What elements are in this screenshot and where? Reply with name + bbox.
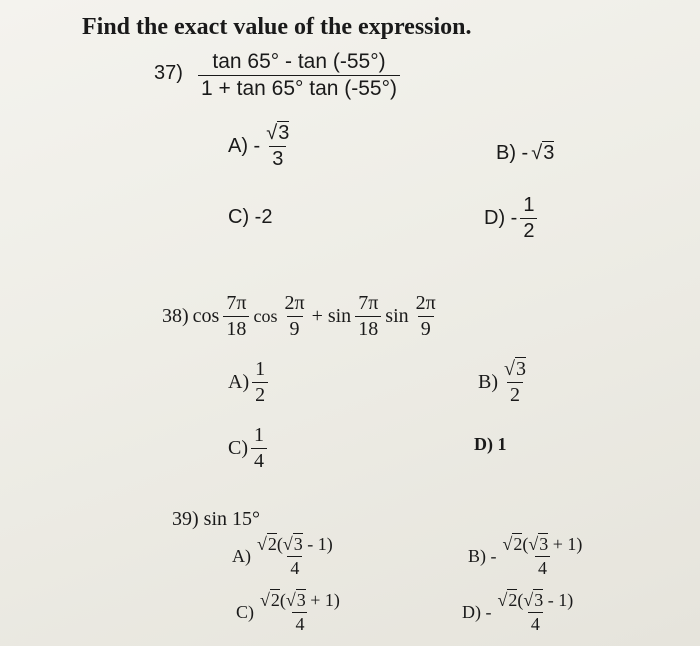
q38-option-a-label: A) — [228, 371, 250, 393]
q37-option-b-label: B) - — [496, 142, 529, 164]
q37-option-b[interactable] — [496, 142, 554, 165]
q39-option-c-label: C) — [236, 602, 254, 622]
q38-option-c-den: 4 — [251, 448, 267, 473]
q37-option-c[interactable]: C) -2 — [228, 206, 273, 228]
q37-option-a-label: A) - — [228, 135, 261, 157]
q38-frac4-den: 9 — [418, 316, 434, 341]
q38-frac2-num: 2π — [284, 292, 305, 314]
q39-option-d-label: D) - — [462, 602, 492, 622]
q38-option-b-label: B) — [478, 371, 498, 393]
q39-option-a[interactable]: A) $\frac{√2(√3 - 1)}{4}$ — [232, 534, 333, 578]
q38-option-c-num: 1 — [254, 424, 264, 446]
q38-frac3-den: 18 — [355, 316, 381, 341]
q39-option-b-label: B) - — [468, 546, 497, 566]
q38-frac4-num: 2π — [415, 292, 436, 314]
q39-option-a-den: 4 — [287, 556, 302, 579]
sqrt-symbol: √2 — [502, 534, 523, 554]
q38-option-a-den: 2 — [252, 382, 268, 407]
sqrt-symbol: √3 — [285, 590, 306, 610]
q38-option-a[interactable] — [228, 358, 268, 407]
q37-option-d-num: 1 — [523, 194, 535, 216]
q37-expression — [198, 50, 400, 101]
sqrt-symbol: √3 — [282, 534, 303, 554]
sqrt-symbol: √2 — [260, 590, 280, 610]
q39-option-b-den: 4 — [535, 556, 550, 579]
q37-option-d[interactable] — [484, 194, 537, 243]
sqrt-symbol: √3 — [266, 122, 290, 144]
q38-plus-sin: + sin — [311, 305, 352, 327]
sqrt-symbol: √3 — [531, 142, 555, 164]
sqrt-symbol: √3 — [528, 534, 549, 554]
q38-option-b-den: 2 — [507, 382, 523, 407]
q37-denominator: 1 + tan 65° tan (-55°) — [198, 75, 400, 101]
q38-frac2-den: 9 — [287, 316, 303, 341]
q38-number: 38) — [162, 305, 189, 327]
q38-cos-2: cos — [253, 306, 278, 326]
q37-option-d-label: D) - — [484, 207, 518, 229]
q37-option-d-den: 2 — [520, 218, 537, 243]
q38-option-d[interactable]: D) 1 — [474, 434, 507, 454]
sqrt-symbol: √3 — [504, 358, 526, 380]
q39-option-c-den: 4 — [292, 612, 307, 635]
q37-option-a[interactable] — [228, 122, 292, 171]
q37-option-a-den: 3 — [269, 146, 286, 171]
q39-question: 39) sin 15° — [172, 508, 260, 530]
sqrt-symbol: √3 — [523, 590, 544, 610]
q38-sin-2: sin — [385, 305, 409, 327]
sqrt-symbol: √2 — [257, 534, 277, 554]
q38-frac3-num: 7π — [358, 292, 379, 314]
q38-frac1-num: 7π — [226, 292, 247, 314]
sqrt-symbol: √2 — [497, 590, 518, 610]
q37-number: 37) — [154, 62, 183, 84]
q39-option-b[interactable]: B) - $\frac{√2(√3 + 1)}{4}$ — [468, 534, 583, 578]
q39-option-c[interactable]: C) $\frac{√2(√3 + 1)}{4}$ — [236, 590, 340, 634]
q38-expression — [162, 292, 439, 341]
q38-option-c[interactable] — [228, 424, 267, 473]
q39-option-a-label: A) — [232, 546, 251, 566]
q37-numerator: tan 65° - tan (-55°) — [212, 50, 386, 73]
q39-option-d[interactable]: D) - $\frac{√2(√3 - 1)}{4}$ — [462, 590, 574, 634]
q38-option-c-label: C) — [228, 437, 248, 459]
q38-frac1-den: 18 — [223, 316, 249, 341]
q38-option-a-num: 1 — [255, 358, 266, 380]
page-title: Find the exact value of the expression. — [82, 14, 472, 40]
q39-option-d-den: 4 — [528, 612, 543, 635]
q38-option-b[interactable] — [478, 358, 529, 407]
q38-cos-1: cos — [192, 305, 220, 327]
